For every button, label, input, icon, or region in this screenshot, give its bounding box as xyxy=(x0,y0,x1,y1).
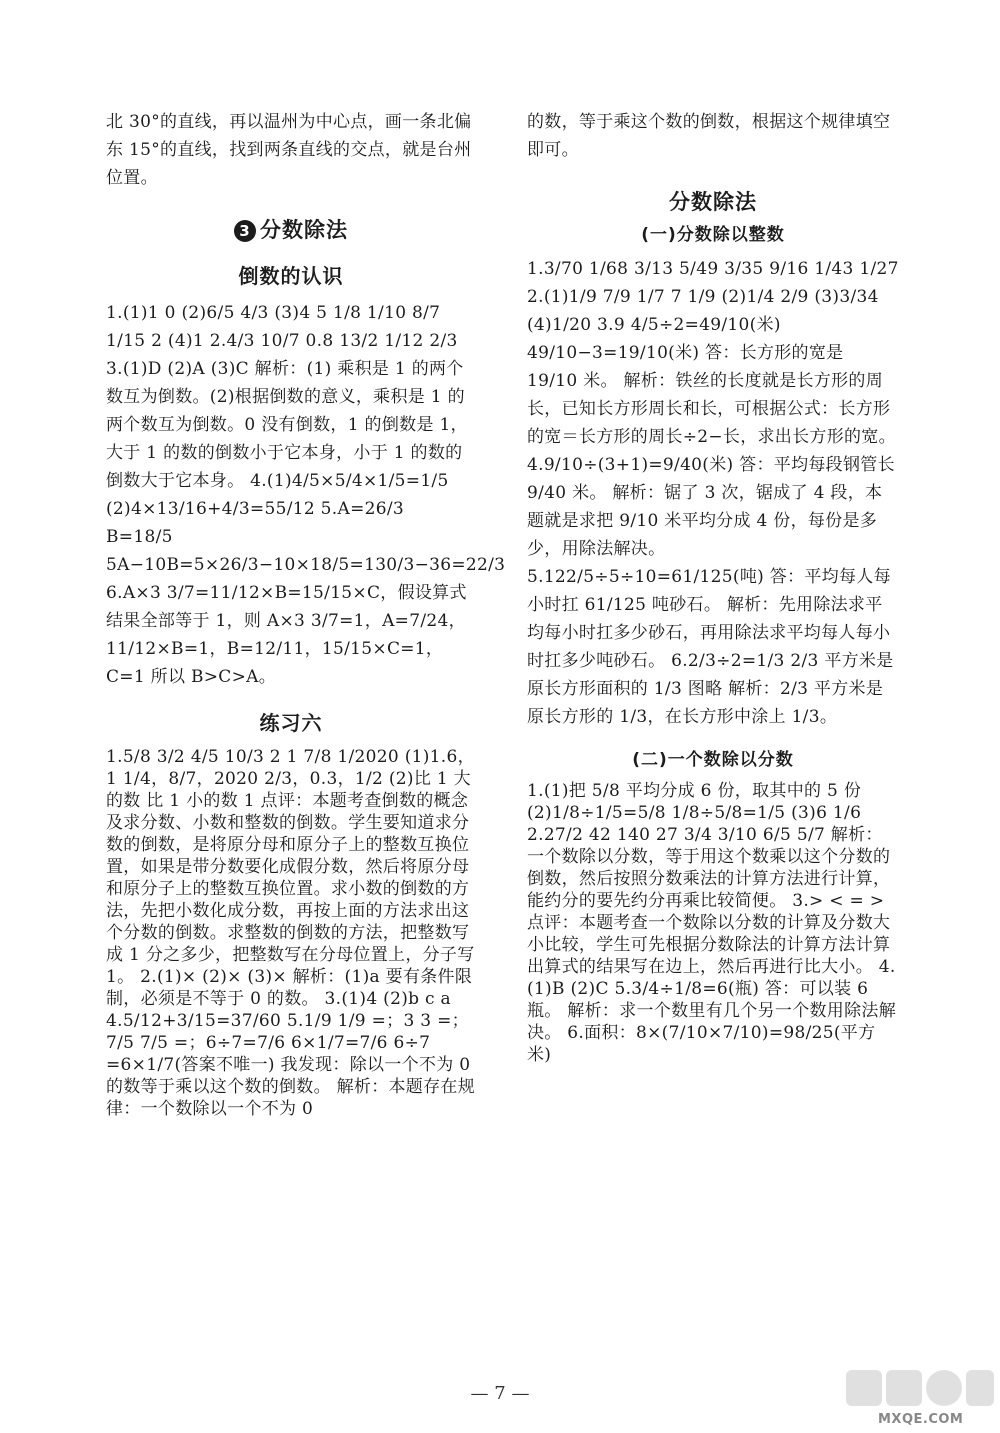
answers-exercise-six: 1.5/8 3/2 4/5 10/3 2 1 7/8 1/2020 (1)1.6，1 1/4，8/7，2020 2/3，0.3，1/2 (2)比 1 大的数 比 1 小的数 1 点评：本题考查倒数的概念及求分数、小数和整数的倒数。学生要知道求分数的倒数，是将原分母和原分子上的整数互换位置，如果是带分数要化成假分数，然后将原分母和原分子上的整数互换位置。求小数的倒数的方法，先把小数化成分数，再按上面的方法求出这个分数的倒数。求整数的倒数的方法，把整数写成 1 分之多少，把整数写在分母位置上，分子写 1。 2.(1)× (2)× (3)× 解析：(1)a 要有条件限制，必须是不等于 0 的数。 3.(1)4 (2)b c a 4.5/12+3/15=37/60 5.1/9 1/9 =；3 3 =；7/5 7/5 =；6÷7=7/6 6×1/7=7/6 6÷7 =6×1/7(答案不唯一) 我发现：除以一个不为 0 的数等于乘以这个数的倒数。 解析：本题存在规律：一个数除以一个不为 0 xyxy=(106,747,476,1119)
left-paragraph-continuation: 北 30°的直线，再以温州为中心点，画一条北偏东 15°的直线，找到两条直线的交点，就是台州位置。 xyxy=(106,112,472,188)
right-paragraph-continuation: 的数，等于乘这个数的倒数，根据这个规律填空即可。 xyxy=(527,112,891,160)
subheading-fraction-by-integer: (一)分数除以整数 xyxy=(641,225,785,245)
heading-reciprocal: 倒数的认识 xyxy=(238,264,344,288)
answers-number-by-fraction: 1.(1)把 5/8 平均分成 6 份，取其中的 5 份 (2)1/8÷1/5=5/8 1/8÷5/8=1/5 (3)6 1/6 2.27/2 42 140 27 3/4 3/10 6/5 5/7 解析：一个数除以分数，等于用这个数乘以这个分数的倒数，然后按照分数乘法的计算方法进行计算，能约分的要先约分再乘比较简便。 3.> < = > 点评：本题考查一个数除以分数的计算及分数大小比较，学生可先根据分数除法的计算方法计算出算式的结果写在边上，然后再进行比大小。 4.(1)B (2)C 5.3/4÷1/8=6(瓶) 答：可以装 6 瓶。 解析：求一个数里有几个另一个数用除法解决。 6.面积：8×(7/10×7/10)=98/25(平方米) xyxy=(527,781,897,1065)
watermark-text: MXQE.COM xyxy=(878,1412,964,1427)
section-heading xyxy=(106,214,476,244)
right-column xyxy=(527,108,899,1066)
page-number: — 7 — xyxy=(470,1383,530,1404)
heading-fraction-division: 分数除法 xyxy=(669,190,757,214)
heading-exercise-six: 练习六 xyxy=(259,711,323,735)
section-title: 分数除法 xyxy=(260,218,348,242)
answers-reciprocal: 1.(1)1 0 (2)6/5 4/3 (3)4 5 1/8 1/10 8/7 1/15 2 (4)1 2.4/3 10/7 0.8 13/2 1/12 2/3 3.(1)D (2)A (3)C 解析：(1) 乘积是 1 的两个数互为倒数。(2)根据倒数的意义，乘积是 1 的两个数互为倒数。0 没有倒数，1 的倒数是 1，大于 1 的数的倒数小于它本身，小于 1 的数的倒数大于它本身。 4.(1)4/5×5/4×1/5=1/5 (2)4×13/16+4/3=55/12 5.A=26/3 B=18/5 5A−10B=5×26/3−10×18/5=130/3−36=22/3 6.A×3 3/7=11/12×B=15/15×C，假设算式结果全部等于 1，则 A×3 3/7=1，A=7/24，11/12×B=1，B=12/11，15/15×C=1，C=1 所以 B>C>A。 xyxy=(106,303,506,687)
section-number-badge: 3 xyxy=(234,220,256,242)
answers-fraction-by-integer: 1.3/70 1/68 3/13 5/49 3/35 9/16 1/43 1/27 2.(1)1/9 7/9 1/7 7 1/9 (2)1/4 2/9 (3)3/34 (4)1/20 3.9 4/5÷2=49/10(米) 49/10−3=19/10(米) 答：长方形的宽是 19/10 米。 解析：铁丝的长度就是长方形的周长，已知长方形周长和长，可根据公式：长方形的宽＝长方形的周长÷2−长，求出长方形的宽。 4.9/10÷(3+1)=9/40(米) 答：平均每段钢管长 9/40 米。 解析：锯了 3 次，锯成了 4 段，本题就是求把 9/10 米平均分成 4 份，每份是多少，用除法解决。 5.122/5÷5÷10=61/125(吨) 答：平均每人每小时扛 61/125 吨砂石。 解析：先用除法求平均每小时扛多少砂石，再用除法求平均每人每小时扛多少吨砂石。 6.2/3÷2=1/3 2/3 平方米是原长方形面积的 1/3 图略 解析：2/3 平方米是原长方形的 1/3，在长方形中涂上 1/3。 xyxy=(527,259,899,727)
left-column xyxy=(106,108,506,1120)
subheading-number-by-fraction: (二)一个数除以分数 xyxy=(632,750,794,770)
